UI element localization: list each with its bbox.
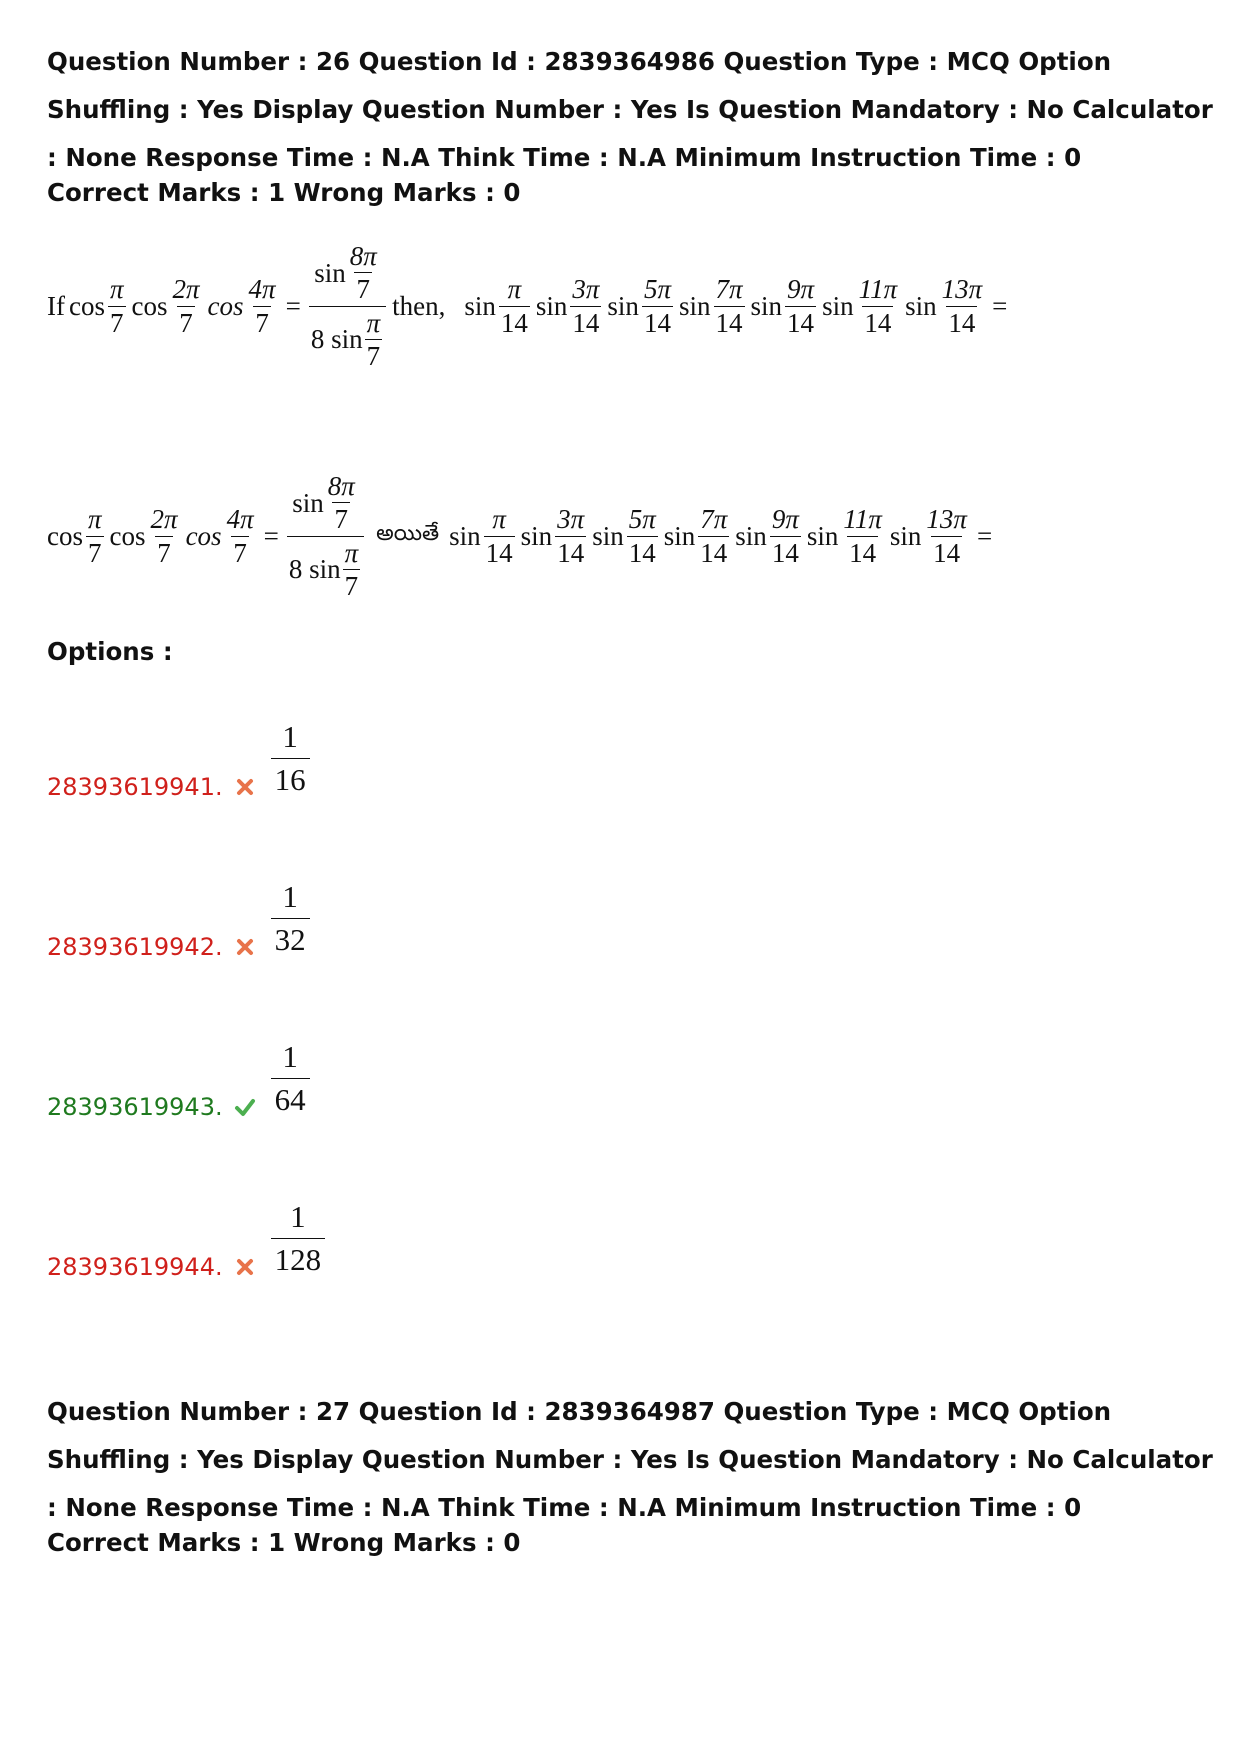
if-word: If: [47, 290, 65, 321]
telugu-connector: అయితే: [376, 521, 440, 547]
option-id: 28393619941.: [47, 772, 223, 801]
option-2: 28393619942. $\frac{1}{32}$: [47, 908, 310, 985]
q27-meta: Question Number : 27 Question Id : 2839364987 Question Type : MCQ Option Shuffling : Yes Display Question Number : Yes Is Question Mandatory : No Calculator : None Response Time : N.A Think Time : N.A Minimum Instruction Time : 0: [47, 1397, 1213, 1522]
cos-3: cos: [207, 290, 244, 321]
eight-sin-label: 8 sin: [310, 324, 363, 355]
sin-label: sin: [314, 257, 346, 288]
q26-meta: Question Number : 26 Question Id : 2839364986 Question Type : MCQ Option Shuffling : Yes Display Question Number : Yes Is Question Mandatory : No Calculator : None Response Time : N.A Think Time : N.A Minimum Instruction Time : 0: [47, 47, 1213, 172]
cross-icon: [233, 1255, 257, 1279]
frac-2pi-7: $\frac{2\pi}{7}$: [172, 274, 200, 338]
big-fraction-te: sin $\frac{8\pi}{7}$ 8 sin $\frac{\pi}{7}$: [287, 472, 364, 600]
q26-marks: Correct Marks : 1 Wrong Marks : 0: [47, 178, 521, 207]
cross-icon: [233, 935, 257, 959]
option-id: 28393619943.: [47, 1092, 223, 1121]
cross-icon: [233, 775, 257, 799]
equals: =: [285, 290, 301, 321]
option-id: 28393619944.: [47, 1252, 223, 1281]
option-1: 28393619941. $\frac{1}{16}$: [47, 748, 310, 825]
option-3: 28393619943. $\frac{1}{64}$: [47, 1068, 310, 1145]
frac-pi-7: $\frac{\pi}{7}$: [109, 274, 124, 338]
big-fraction: sin $\frac{8\pi}{7}$ 8 sin $\frac{\pi}{7}$: [309, 242, 386, 370]
option-id: 28393619942.: [47, 932, 223, 961]
frac-4pi-7: $\frac{4\pi}{7}$: [248, 274, 276, 338]
cos-1: cos: [68, 290, 105, 321]
option-4: 28393619944. $\frac{1}{128}$: [47, 1228, 325, 1305]
options-label: Options :: [47, 637, 173, 666]
q27-marks: Correct Marks : 1 Wrong Marks : 0: [47, 1528, 521, 1557]
then-word: then,: [392, 290, 446, 321]
cos-2: cos: [131, 290, 168, 321]
check-icon: [233, 1095, 257, 1119]
q26-equation-telugu: cos $\frac{\pi}{7}$ cos $\frac{2\pi}{7}$ cos $\frac{4\pi}{7}$ = sin $\frac{8\pi}{7}$ 8 sin $\frac{\pi}{7}$ అయితే sin $\frac{\pi}{14}$ sin $\frac{3\pi}{14}$ sin $\frac{5\pi}{14}$ sin $\frac{7\pi}{14}$ sin $\frac{9\pi}{14}$ sin $\frac{11\pi}{14}$ sin $\frac{13\pi}{14}$ =: [47, 471, 993, 602]
q26-equation-english: If cos $\frac{\pi}{7}$ cos $\frac{2\pi}{7}$ cos $\frac{4\pi}{7}$ = sin $\frac{8\pi}{7}$ 8 sin $\frac{\pi}{7}$ then, sin $\frac{\pi}{14}$ sin $\frac{3\pi}{14}$ sin $\frac{5\pi}{14}$ sin $\frac{7\pi}{14}$ sin $\frac{9\pi}{14}$ sin $\frac{11\pi}{14}$ sin $\frac{13\pi}{14}$ =: [47, 241, 1008, 372]
